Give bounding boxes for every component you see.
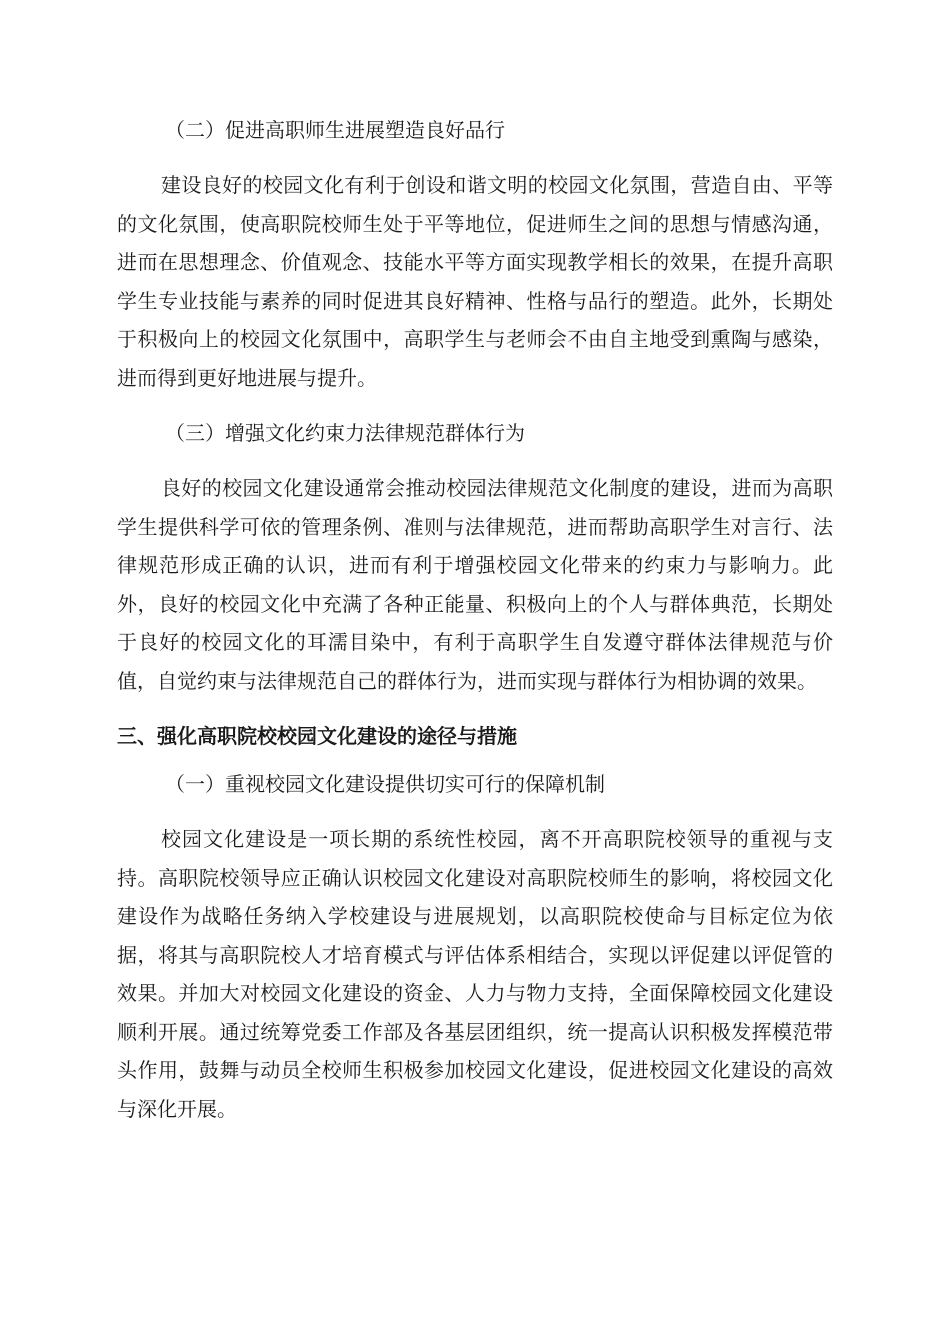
document-page (117, 112, 833, 1146)
section-heading-measures: 三、强化高职院校校园文化建设的途径与措施 (117, 724, 517, 748)
paragraph-guarantee-mechanism: 校园文化建设是一项长期的系统性校园，离不开高职院校领导的重视与支持。高职院校领导应正确认识校园文化建设对高职院校师生的影响，将校园文化建设作为战略任务纳入学校建设与进展规划，以高职院校使命与目标定位为依据，将其与高职院校人才培育模式与评估体系相结合，实现以评促建以评促管的效果。并加大对校园文化建设的资金、人力与物力支持，全面保障校园文化建设顺利开展。通过统筹党委工作部及各基层团组织，统一提高认识积极发挥模范带头作用，鼓舞与动员全校师生积极参加校园文化建设，促进校园文化建设的高效与深化开展。 (117, 827, 833, 1121)
subheading-guarantee-mechanism: （一）重视校园文化建设提供切实可行的保障机制 (165, 772, 605, 796)
subheading-promote-development: （二）促进高职师生进展塑造良好品行 (165, 118, 505, 142)
paragraph-cultural-constraint: 良好的校园文化建设通常会推动校园法律规范文化制度的建设，进而为高职学生提供科学可依的管理条例、准则与法律规范，进而帮助高职学生对言行、法律规范形成正确的认识，进而有利于增强校园文化带来的约束力与影响力。此外，良好的校园文化中充满了各种正能量、积极向上的个人与群体典范，长期处于良好的校园文化的耳濡目染中，有利于高职学生自发遵守群体法律规范与价值，自觉约束与法律规范自己的群体行为，进而实现与群体行为相协调的效果。 (117, 476, 833, 693)
paragraph-promote-development: 建设良好的校园文化有利于创设和谐文明的校园文化氛围，营造自由、平等的文化氛围，使高职院校师生处于平等地位，促进师生之间的思想与情感沟通，进而在思想理念、价值观念、技能水平等方面实现教学相长的效果，在提升高职学生专业技能与素养的同时促进其良好精神、性格与品行的塑造。此外，长期处于积极向上的校园文化氛围中，高职学生与老师会不由自主地受到熏陶与感染，进而得到更好地进展与提升。 (117, 173, 833, 390)
subheading-cultural-constraint: （三）增强文化约束力法律规范群体行为 (165, 421, 525, 445)
